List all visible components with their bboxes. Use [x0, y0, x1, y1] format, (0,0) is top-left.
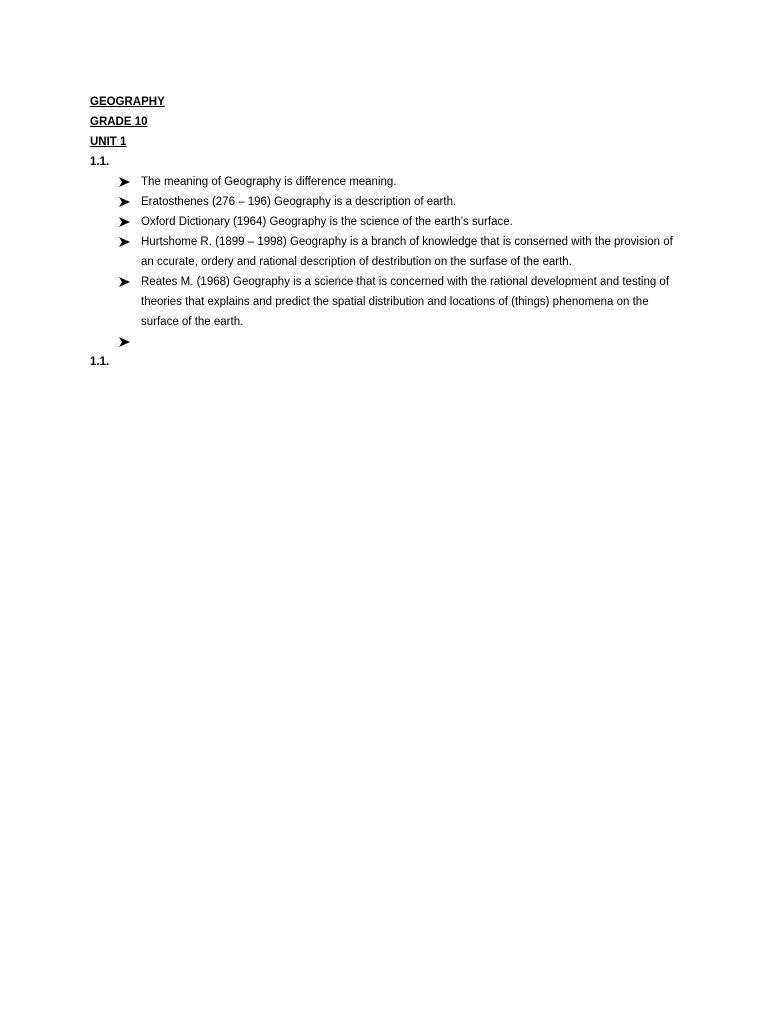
- list-item: [141, 172, 680, 192]
- title-unit: UNIT 1: [90, 136, 127, 148]
- section-number-2: 1.1.: [90, 356, 110, 368]
- list-item: [141, 332, 680, 352]
- arrowhead-bullet-icon: [117, 192, 131, 212]
- arrowhead-bullet-icon: [117, 272, 131, 292]
- list-item-text: Eratosthenes (276 – 196) Geography is a description of earth.: [141, 196, 457, 208]
- document-body: [90, 92, 680, 372]
- list-item: [141, 212, 680, 232]
- arrowhead-bullet-icon: [117, 212, 131, 232]
- list-item-text: The meaning of Geography is difference meaning.: [141, 176, 397, 188]
- title-grade: GRADE 10: [90, 116, 148, 128]
- definition-list: [90, 172, 680, 352]
- arrowhead-bullet-icon: [117, 172, 131, 192]
- list-item: [141, 232, 680, 272]
- section-number-1: 1.1.: [90, 156, 110, 168]
- list-item-text: Reates M. (1968) Geography is a science that is concerned with the rational development and testing of theories that explains and predict the spatial distribution and locations of (things) phenomena on the surface of the earth.: [141, 276, 670, 328]
- list-item: [141, 192, 680, 212]
- list-item-text: Hurtshome R. (1899 – 1998) Geography is a branch of knowledge that is conserned with the provision of an ccurate, ordery and rational description of destribution on the surfase of the earth.: [141, 236, 673, 268]
- title-geography: GEOGRAPHY: [90, 96, 165, 108]
- arrowhead-bullet-icon: [117, 232, 131, 252]
- list-item-text: Oxford Dictionary (1964) Geography is the science of the earth’s surface.: [141, 216, 513, 228]
- arrowhead-bullet-icon: [117, 332, 131, 352]
- list-item: [141, 272, 680, 332]
